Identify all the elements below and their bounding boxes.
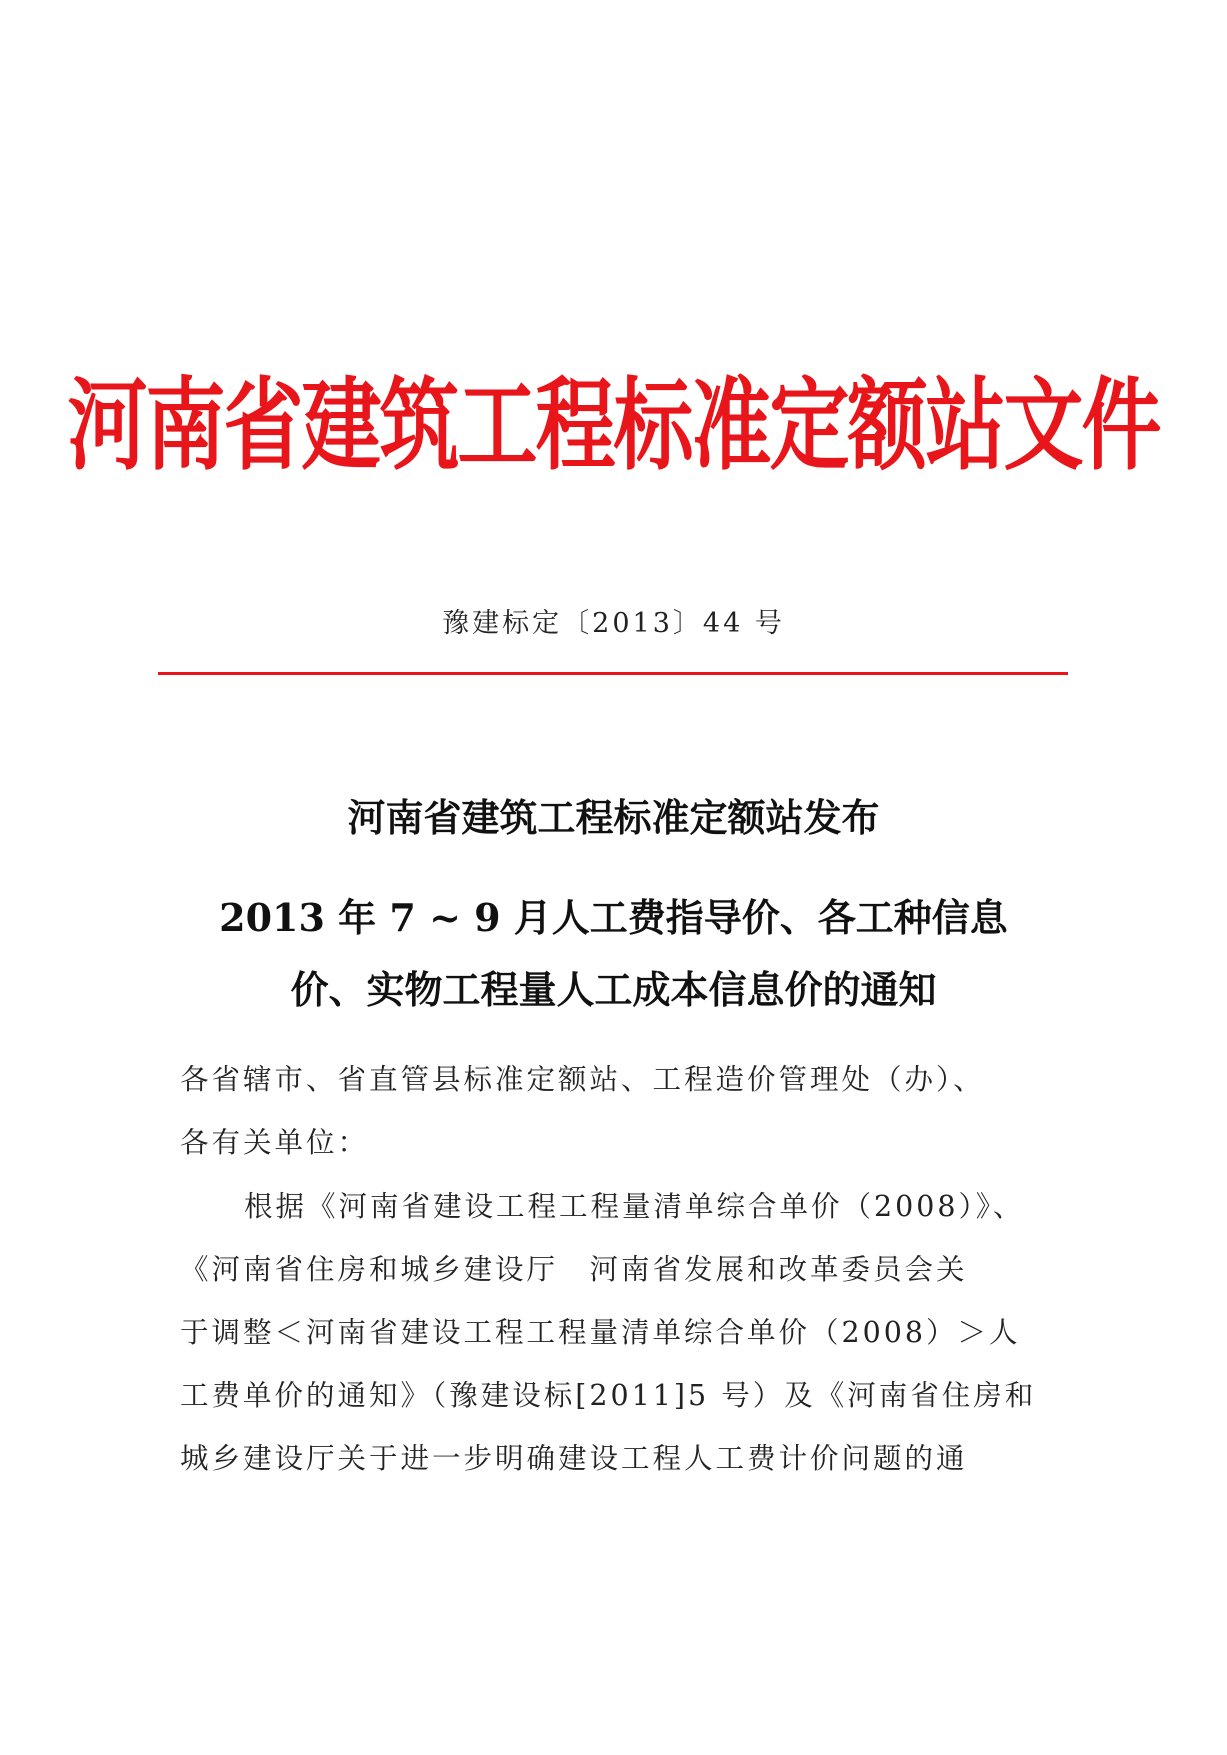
notice-title-line-1: 河南省建筑工程标准定额站发布: [347, 795, 880, 840]
document-masthead: 河南省建筑工程标准定额站文件: [67, 367, 1160, 484]
notice-title-line-2: 2013 年 7 ~ 9 月人工费指导价、各工种信息: [219, 895, 1008, 940]
body-paragraph-line-5: 城乡建设厅关于进一步明确建设工程人工费计价问题的通: [180, 1442, 968, 1475]
body-paragraph-line-4: 工费单价的通知》（豫建设标[2011]5 号）及《河南省住房和: [180, 1379, 1037, 1412]
document-number: 豫建标定〔2013〕44 号: [442, 608, 785, 639]
body-paragraph-line-1: 根据《河南省建设工程工程量清单综合单价（2008）》、: [244, 1190, 1025, 1223]
notice-title-line-3: 价、实物工程量人工成本信息价的通知: [290, 967, 937, 1012]
salutation-line-1: 各省辖市、省直管县标准定额站、工程造价管理处（办）、: [180, 1063, 985, 1096]
body-paragraph-line-2: 《河南省住房和城乡建设厅 河南省发展和改革委员会关: [180, 1253, 968, 1286]
body-paragraph-line-3: 于调整＜河南省建设工程工程量清单综合单价（2008）＞人: [180, 1316, 1021, 1349]
red-divider-line: [158, 672, 1068, 675]
salutation-line-2: 各有关单位：: [180, 1126, 370, 1159]
